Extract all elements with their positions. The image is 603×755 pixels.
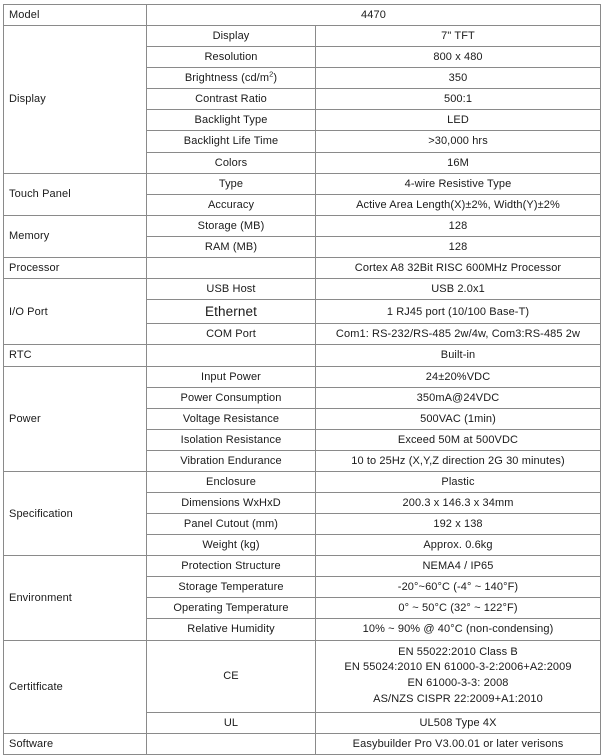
item-label: Panel Cutout (mm) (183, 518, 279, 531)
item-cell (147, 68, 316, 89)
item-cell (147, 556, 316, 577)
category-cell: Processor (4, 257, 147, 278)
table-row (4, 173, 601, 194)
item-cell (147, 450, 316, 471)
item-label: Contrast Ratio (195, 93, 267, 106)
category-cell: Software (4, 734, 147, 755)
item-cell (147, 408, 316, 429)
value-line: AS/NZS CISPR 22:2009+A1:2010 (373, 693, 543, 706)
item-label: Voltage Resistance (182, 412, 280, 425)
value-line: EN 55022:2010 Class B (398, 645, 518, 658)
item-cell (147, 535, 316, 556)
table-row (4, 279, 601, 300)
item-label: Input Power (201, 370, 261, 383)
value-text: 16M (447, 156, 469, 169)
item-cell (147, 514, 316, 535)
category-cell: Certitficate (4, 640, 147, 734)
value-cell (316, 640, 601, 713)
item-label: Vibration Endurance (180, 454, 282, 467)
value-cell (316, 713, 601, 734)
value-cell (316, 110, 601, 131)
item-cell (147, 471, 316, 492)
item-cell (147, 366, 316, 387)
item-cell (147, 577, 316, 598)
item-cell (147, 713, 316, 734)
value-text: 10 to 25Hz (X,Y,Z direction 2G 30 minutes) (351, 454, 565, 467)
value-cell (316, 257, 601, 278)
item-label: Brightness $(cd/m^2)$ (184, 69, 278, 85)
value-text: 350mA@24VDC (416, 391, 500, 404)
item-cell (147, 215, 316, 236)
table-row (4, 257, 601, 278)
category-cell: Memory (4, 215, 147, 257)
item-cell (147, 387, 316, 408)
value-text: 24±20%VDC (425, 370, 491, 383)
value-cell (316, 514, 601, 535)
value-text: NEMA4 / IP65 (422, 560, 494, 573)
item-cell (147, 324, 316, 345)
item-label: UL (223, 717, 239, 730)
value-cell (316, 556, 601, 577)
value-text: Built-in (440, 349, 476, 362)
item-label: Storage Temperature (178, 581, 284, 594)
item-cell (147, 131, 316, 152)
value-cell (316, 215, 601, 236)
item-label: Power Consumption (180, 391, 282, 404)
item-label: Backlight Life Time (183, 135, 279, 148)
value-cell (316, 324, 601, 345)
value-text: 350 (448, 72, 468, 85)
value-text: 0° ~ 50°C (32° ~ 122°F) (398, 602, 518, 615)
value-text: Cortex A8 32Bit RISC 600MHz Processor (354, 261, 562, 274)
value-cell (316, 535, 601, 556)
table-row (4, 345, 601, 366)
item-label: Storage (MB) (197, 219, 265, 232)
item-cell (147, 640, 316, 713)
item-cell (147, 279, 316, 300)
item-label: Type (218, 177, 244, 190)
value-text: 128 (448, 240, 468, 253)
item-cell (147, 236, 316, 257)
value-text: Com1: RS-232/RS-485 2w/4w, Com3:RS-485 2w (335, 328, 581, 341)
value-cell (316, 577, 601, 598)
item-cell (147, 173, 316, 194)
category-cell: Power (4, 366, 147, 471)
value-text: >30,000 hrs (428, 135, 488, 148)
value-text: Plastic (441, 475, 475, 488)
value-text: 500:1 (443, 93, 473, 106)
value-cell (316, 471, 601, 492)
item-label: Ethernet (205, 304, 257, 320)
specification-table-body (4, 5, 601, 755)
table-row (4, 366, 601, 387)
table-row (4, 556, 601, 577)
value-cell (316, 47, 601, 68)
value-cell (316, 194, 601, 215)
value-cell (316, 366, 601, 387)
value-text: 200.3 x 146.3 x 34mm (402, 496, 514, 509)
category-cell: Display (4, 26, 147, 174)
value-cell (316, 598, 601, 619)
item-label: Relative Humidity (187, 623, 275, 636)
value-cell (316, 152, 601, 173)
table-row (4, 5, 601, 26)
value-cell (316, 300, 601, 324)
value-text: 7" TFT (441, 30, 475, 43)
table-row (4, 734, 601, 755)
value-text: Approx. 0.6kg (423, 539, 493, 552)
item-cell (147, 734, 316, 755)
value-text: 1 RJ45 port (10/100 Base-T) (386, 305, 530, 318)
item-cell (147, 194, 316, 215)
category-cell: Environment (4, 556, 147, 640)
value-cell (316, 492, 601, 513)
item-label: Resolution (204, 51, 258, 64)
category-cell: Specification (4, 471, 147, 555)
category-cell: RTC (4, 345, 147, 366)
value-cell (316, 279, 601, 300)
value-cell (316, 236, 601, 257)
value-cell (316, 131, 601, 152)
value-line: EN 61000-3-3: 2008 (407, 677, 509, 690)
table-row (4, 26, 601, 47)
value-line: EN 55024:2010 EN 61000-3-2:2006+A2:2009 (344, 661, 572, 674)
value-text: Exceed 50M at 500VDC (397, 433, 519, 446)
value-cell (316, 429, 601, 450)
value-cell (316, 450, 601, 471)
value-text: -20°~60°C (-4° ~ 140°F) (397, 581, 519, 594)
item-label: Colors (214, 156, 248, 169)
table-row (4, 215, 601, 236)
item-label: Weight (kg) (202, 539, 260, 552)
value-cell (316, 345, 601, 366)
item-label: Dimensions WxHxD (181, 496, 281, 509)
item-cell (147, 47, 316, 68)
value-text: LED (447, 114, 469, 127)
value-cell (316, 408, 601, 429)
value-cell (316, 387, 601, 408)
category-cell: Touch Panel (4, 173, 147, 215)
value-text: 128 (448, 219, 468, 232)
value-cell (316, 68, 601, 89)
item-label: COM Port (206, 328, 256, 341)
value-text: Easybuilder Pro V3.00.01 or later verisons (352, 738, 564, 751)
item-cell (147, 619, 316, 640)
value-cell (316, 26, 601, 47)
category-cell: Model (4, 5, 147, 26)
item-label: Protection Structure (181, 560, 281, 573)
item-label: Operating Temperature (173, 602, 289, 615)
item-cell (147, 300, 316, 324)
value-cell (316, 734, 601, 755)
item-cell (147, 429, 316, 450)
category-cell: I/O Port (4, 279, 147, 345)
value-cell (316, 619, 601, 640)
value-text: Active Area Length(X)±2%, Width(Y)±2% (356, 198, 560, 211)
value-cell: 4470 (147, 5, 601, 26)
specification-table (3, 4, 601, 755)
item-label: RAM (MB) (204, 240, 258, 253)
item-cell (147, 110, 316, 131)
value-text: USB 2.0x1 (431, 283, 485, 296)
item-cell (147, 598, 316, 619)
item-label: Backlight Type (194, 114, 268, 127)
value-text: 500VAC (1min) (420, 412, 496, 425)
item-label: Accuracy (207, 198, 255, 211)
value-text: 800 x 480 (433, 51, 483, 64)
item-label: Enclosure (206, 475, 256, 488)
item-cell (147, 152, 316, 173)
table-row (4, 640, 601, 713)
value-cell (316, 89, 601, 110)
value-cell (316, 173, 601, 194)
item-label: USB Host (206, 283, 256, 296)
item-cell (147, 492, 316, 513)
item-label: Display (212, 30, 250, 43)
value-text: UL508 Type 4X (419, 717, 497, 730)
table-row (4, 471, 601, 492)
item-label: Isolation Resistance (180, 433, 282, 446)
value-text: 4-wire Resistive Type (404, 177, 512, 190)
item-cell (147, 89, 316, 110)
value-text: 192 x 138 (433, 518, 483, 531)
item-cell (147, 26, 316, 47)
item-label: CE (223, 670, 239, 683)
item-cell (147, 257, 316, 278)
item-cell (147, 345, 316, 366)
value-text: 10% ~ 90% @ 40°C (non-condensing) (362, 623, 554, 636)
